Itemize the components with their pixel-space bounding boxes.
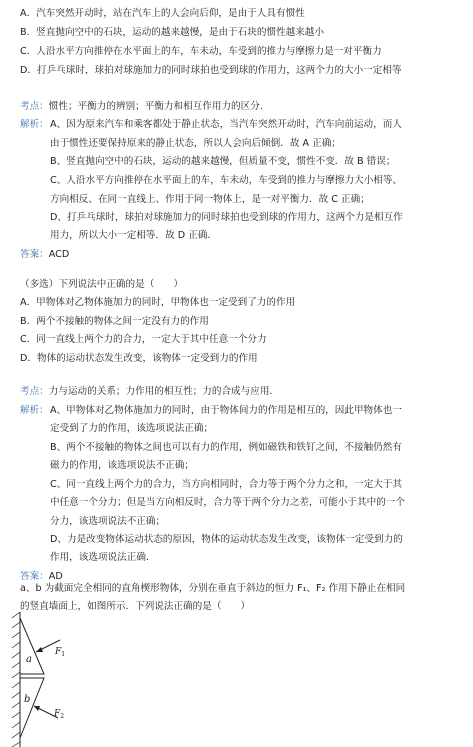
q1-kaodian-label: 考点：: [20, 101, 49, 112]
q1-jiexi-line: A、因为原来汽车和乘客都处于静止状态，当汽车突然开动时，汽车向前运动，而人: [50, 119, 402, 130]
q1-kaodian-text: 惯性；平衡力的辨别；平衡力和相互作用力的区分.: [48, 101, 263, 112]
wedge-a-label: a: [26, 654, 32, 665]
q1-option-c: C．人沿水平方向推停在水平面上的车，车未动，车受到的推力与摩擦力是一对平衡力: [20, 46, 382, 57]
q2-jiexi-line: C、同一直线上两个力的合力，当方向相同时，合力等于两个分力之和，一定大于其: [50, 479, 403, 490]
q2-jiexi-line: D、力是改变物体运动状态的原因，物体的运动状态发生改变，该物体一定受到力的: [50, 534, 403, 545]
force-f1-label: $F_1$: [55, 647, 66, 658]
force-f2-label: $F_2$: [54, 709, 65, 720]
q2-jiexi-line: 中任意一个分力；但是当方向相反时，合力等于两个分力之差，可能小于其中的一个: [50, 497, 405, 508]
q2-option-c: C．同一直线上两个力的合力，一定大于其中任意一个分力: [20, 334, 267, 345]
q2-option-a: A．甲物体对乙物体施加力的同时，甲物体也一定受到了力的作用: [20, 297, 296, 308]
wedge-b-label: b: [24, 694, 31, 705]
q1-jiexi-line: 用力，所以大小一定相等．故 D 正确.: [50, 230, 211, 241]
q2-kaodian: [20, 383, 279, 401]
q1-answer-label: 答案：: [20, 249, 49, 260]
q1-jiexi-line: 由于惯性还要保持原来的静止状态，所以人会向后倾倒．故 A 正确；: [50, 138, 341, 149]
q2-option-b: B．两个不接触的物体之间一定没有力的作用: [20, 316, 209, 327]
wall-hatching: [12, 612, 20, 747]
q2-answer-label: 答案：: [20, 571, 49, 582]
q3-stem-line: a、b 为截面完全相同的直角楔形物体，分别在垂直于斜边的恒力 F₁、F₂ 作用下静止在相同: [20, 583, 406, 594]
q2-jiexi-line: 磁力的作用，该选项说法不正确；: [50, 460, 194, 471]
q2-stem: （多选）下列说法中正确的是（ ）: [20, 279, 184, 290]
q2-kaodian-label: 考点：: [20, 386, 49, 397]
q1-option-a: A．汽车突然开动时，站在汽车上的人会向后仰，是由于人具有惯性: [20, 8, 305, 19]
wedge-a: [20, 618, 44, 674]
q1-option-b: B．竖直抛向空中的石块，运动的越来越慢，是由于石块的惯性越来越小: [20, 27, 324, 38]
q2-jiexi-line: 作用，该选项说法正确．: [50, 552, 156, 563]
q2-jiexi-line: 定受到了力的作用，该选项说法正确；: [50, 423, 214, 434]
q1-jiexi-line: B、竖直抛向空中的石块，运动的越来越慢，但质量不变，惯性不变．故 B 错误；: [50, 156, 396, 167]
q2-jiexi-line: 分力，该选项说法不正确；: [50, 516, 166, 527]
q1-jiexi-line: 方向相反、在同一直线上、作用于同一物体上，是一对平衡力．故 C 正确；: [50, 194, 370, 205]
q2-kaodian-text: 力与运动的关系；力作用的相互性；力的合成与应用．: [48, 386, 280, 397]
wedge-figure: [8, 612, 78, 747]
q2-jiexi-label: 解析：: [20, 405, 49, 416]
q2-jiexi-line: B、两个不接触的物体之间也可以有力的作用，例如磁铁和铁钉之间，不接触仍然有: [50, 442, 402, 453]
wedge-b: [20, 678, 44, 738]
q1-kaodian: [20, 98, 263, 116]
q1-answer: [20, 246, 69, 264]
q2-jiexi-line: A、甲物体对乙物体施加力的同时，由于物体间力的作用是相互的，因此甲物体也一: [50, 405, 402, 416]
q2-answer-value: AD: [48, 571, 63, 582]
q1-answer-value: ACD: [48, 249, 70, 260]
q1-option-d: D．打乒乓球时，球拍对球施加力的同时球拍也受到球的作用力，这两个力的大小一定相等: [20, 65, 402, 76]
q1-jiexi-line: C、人沿水平方向推停在水平面上的车，车未动，车受到的推力与摩擦力大小相等、: [50, 175, 403, 186]
q3-stem-line: 的竖直墙面上，如图所示．下列说法正确的是（ ）: [20, 601, 251, 612]
q1-jiexi-label: 解析：: [20, 119, 49, 130]
q2-option-d: D．物体的运动状态发生改变，该物体一定受到力的作用: [20, 353, 258, 364]
q1-jiexi-line: D、打乒乓球时，球拍对球施加力的同时球拍也受到球的作用力，这两个力是相互作: [50, 212, 403, 223]
